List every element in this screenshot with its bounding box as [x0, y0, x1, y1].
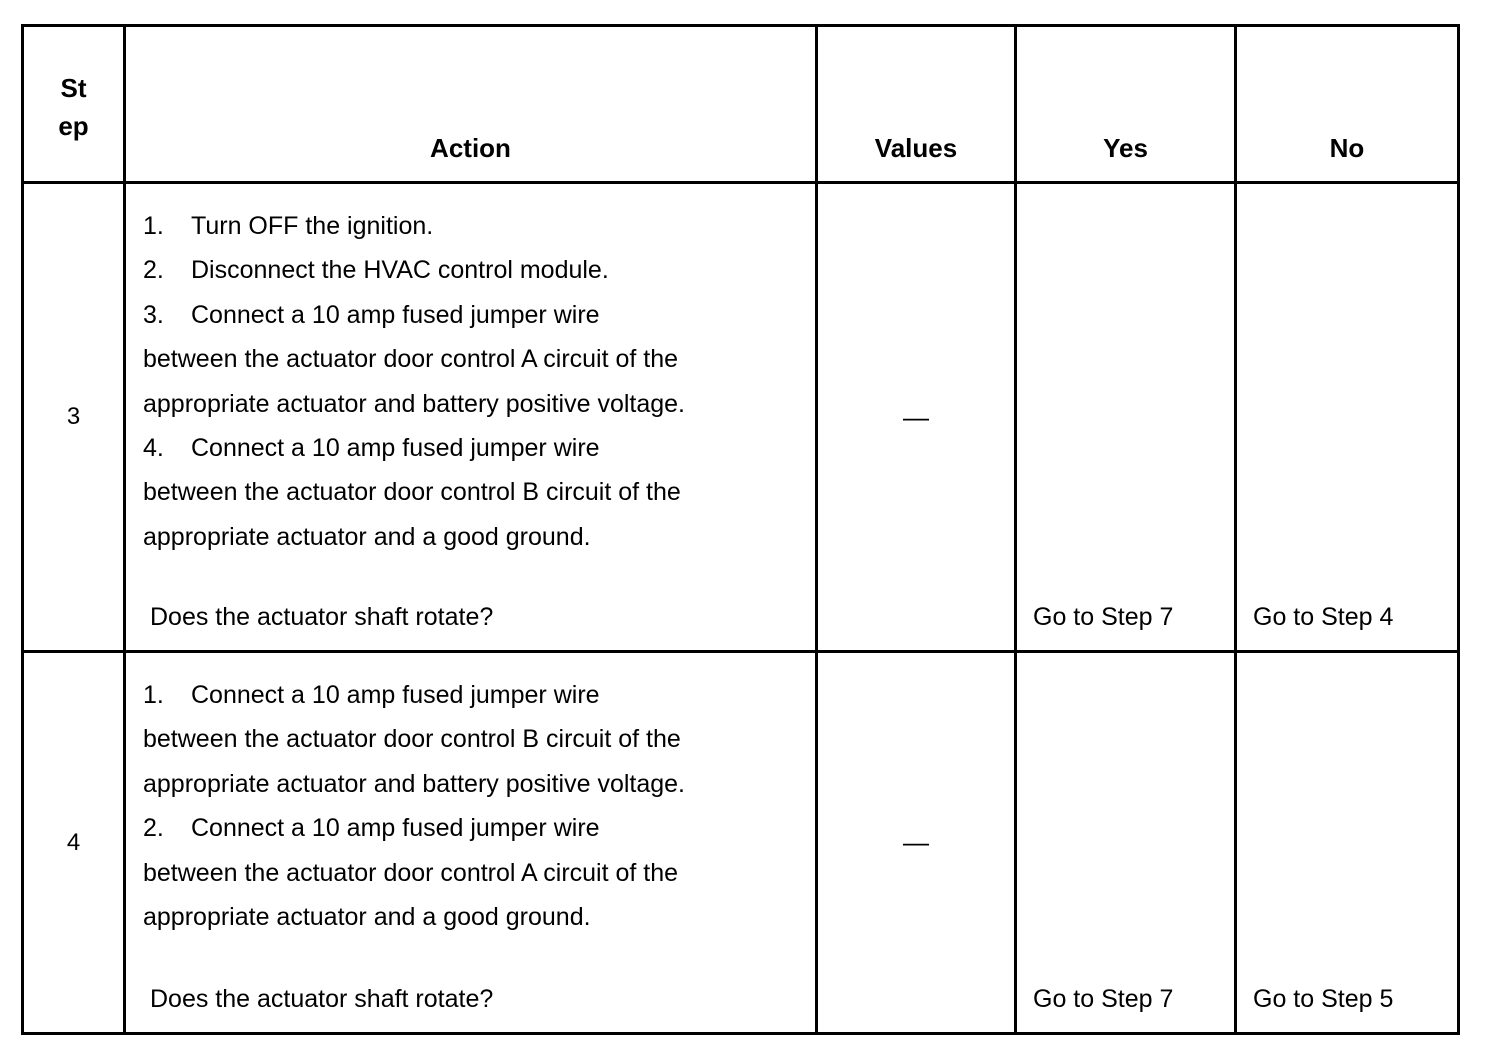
action-line-number: 2. — [143, 256, 164, 285]
yes-link-text: Go to Step 7 — [1033, 603, 1174, 631]
action-line — [143, 470, 685, 514]
action-line-number: 1. — [143, 212, 164, 240]
yes-header: Yes — [1016, 26, 1236, 183]
action-steps — [143, 673, 685, 939]
action-cell — [125, 183, 817, 652]
step-header-line-2: ep — [58, 111, 89, 141]
table-row — [23, 183, 1459, 652]
action-cell — [125, 652, 817, 1034]
action-line-text: Connect a 10 amp fused jumper wire — [191, 300, 600, 329]
step-header-line-1: St — [60, 73, 87, 103]
action-line — [143, 426, 685, 470]
action-steps — [143, 204, 685, 559]
action-line — [143, 673, 685, 717]
action-line — [143, 895, 685, 939]
action-line-text: between the actuator door control B circuit of the — [143, 725, 681, 754]
yes-link-text: Go to Step 7 — [1033, 985, 1174, 1013]
action-line — [143, 204, 685, 248]
no-cell — [1236, 652, 1459, 1034]
action-question: Does the actuator shaft rotate? — [150, 603, 494, 631]
action-question: Does the actuator shaft rotate? — [150, 985, 494, 1013]
no-cell — [1236, 183, 1459, 652]
action-line-text: appropriate actuator and a good ground. — [143, 522, 591, 551]
action-line-number: 3. — [143, 300, 164, 329]
action-line-text: between the actuator door control A circuit of the — [143, 858, 679, 887]
values-cell: — — [817, 183, 1016, 652]
no-link-text: Go to Step 5 — [1253, 985, 1394, 1013]
diagnostic-table — [21, 24, 1460, 1035]
action-line-text: Turn OFF the ignition. — [191, 212, 434, 240]
action-line — [143, 717, 685, 761]
step-header — [23, 26, 125, 183]
action-line-number: 2. — [143, 814, 164, 843]
action-line-text: appropriate actuator and a good ground. — [143, 903, 591, 932]
action-line — [143, 293, 685, 337]
action-header: Action — [125, 26, 817, 183]
values-cell: — — [817, 652, 1016, 1034]
yes-cell — [1016, 183, 1236, 652]
action-line-text: Disconnect the HVAC control module. — [191, 256, 609, 285]
action-line — [143, 248, 685, 292]
action-line-text: Connect a 10 amp fused jumper wire — [191, 434, 600, 463]
action-line-text: appropriate actuator and battery positive voltage. — [143, 769, 686, 798]
header-row — [23, 26, 1459, 183]
action-line-text: Connect a 10 amp fused jumper wire — [191, 681, 600, 709]
action-line — [143, 337, 685, 381]
step-number: 3 — [23, 183, 125, 652]
action-line — [143, 515, 685, 559]
action-line-text: between the actuator door control A circuit of the — [143, 345, 679, 374]
action-line-text: between the actuator door control B circuit of the — [143, 478, 681, 507]
action-line — [143, 851, 685, 895]
action-line — [143, 382, 685, 426]
action-line-number: 1. — [143, 681, 164, 709]
yes-cell — [1016, 652, 1236, 1034]
step-number: 4 — [23, 652, 125, 1034]
no-link-text: Go to Step 4 — [1253, 603, 1394, 631]
action-line-text: Connect a 10 amp fused jumper wire — [191, 814, 600, 843]
action-line — [143, 806, 685, 850]
action-line-text: appropriate actuator and battery positive voltage. — [143, 389, 686, 418]
no-header: No — [1236, 26, 1459, 183]
table-row — [23, 652, 1459, 1034]
action-line — [143, 762, 685, 806]
action-line-number: 4. — [143, 434, 164, 463]
values-header: Values — [817, 26, 1016, 183]
